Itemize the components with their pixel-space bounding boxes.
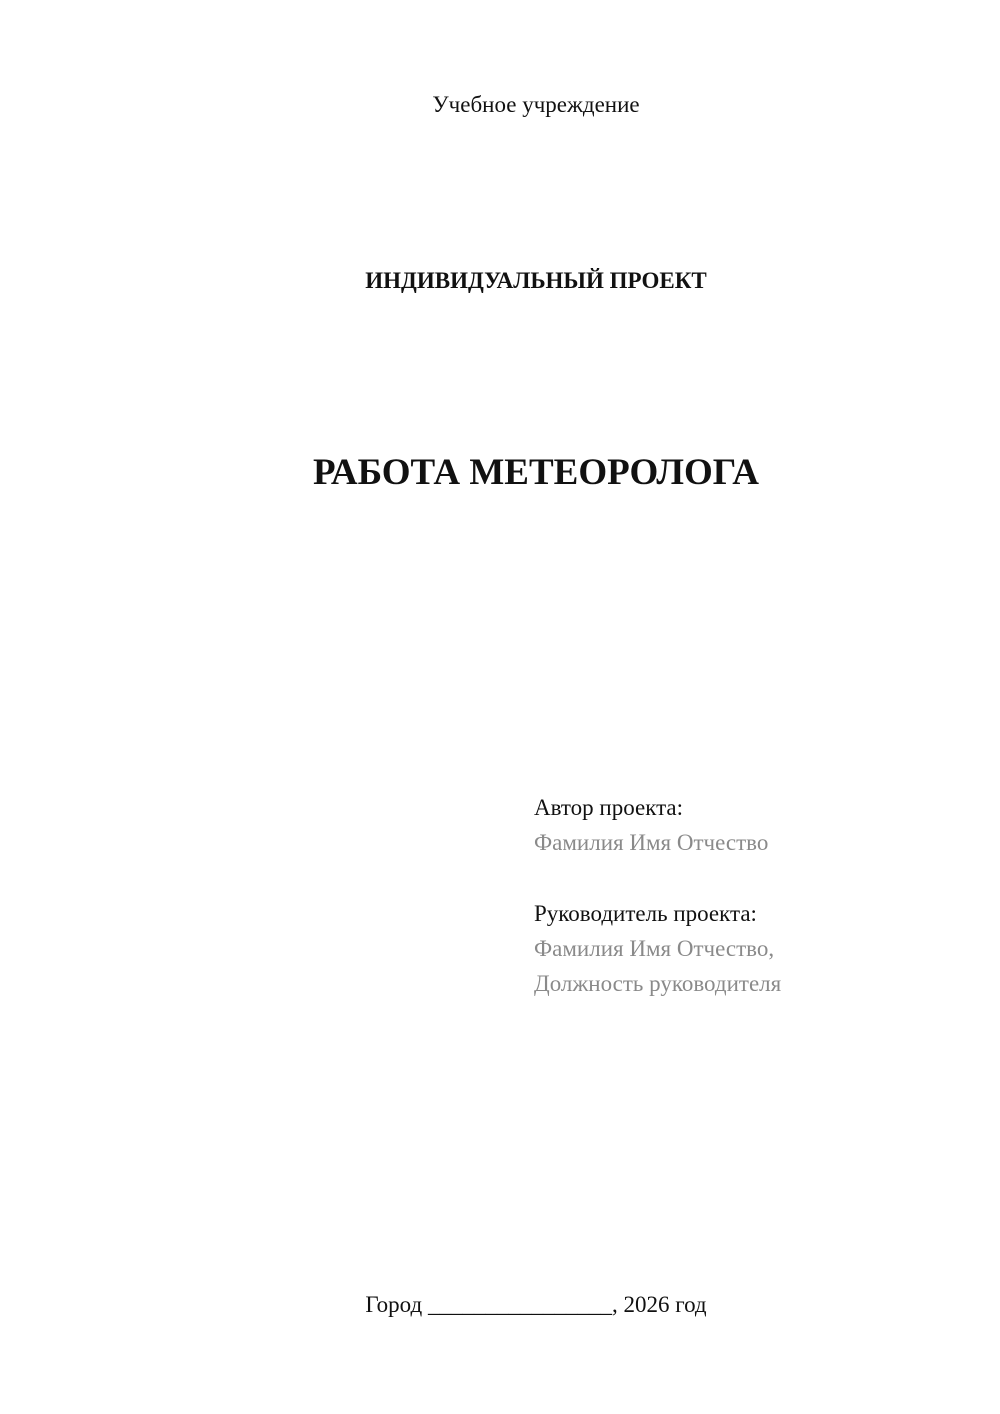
project-people-block [534,790,974,1001]
supervisor-label: Руководитель проекта: [534,901,757,926]
project-title: РАБОТА МЕТЕОРОЛОГА [312,452,760,493]
project-type-heading: ИНДИВИДУАЛЬНЫЙ ПРОЕКТ [365,268,707,293]
supervisor-name-placeholder: Фамилия Имя Отчество, [534,936,775,961]
city-year-line: Город ________________, 2026 год [365,1292,707,1317]
author-name-placeholder: Фамилия Имя Отчество [534,830,769,855]
author-label: Автор проекта: [534,795,683,820]
institution-name: Учебное учреждение [432,92,640,117]
spacer [534,860,974,896]
supervisor-position-placeholder: Должность руководителя [534,971,782,996]
